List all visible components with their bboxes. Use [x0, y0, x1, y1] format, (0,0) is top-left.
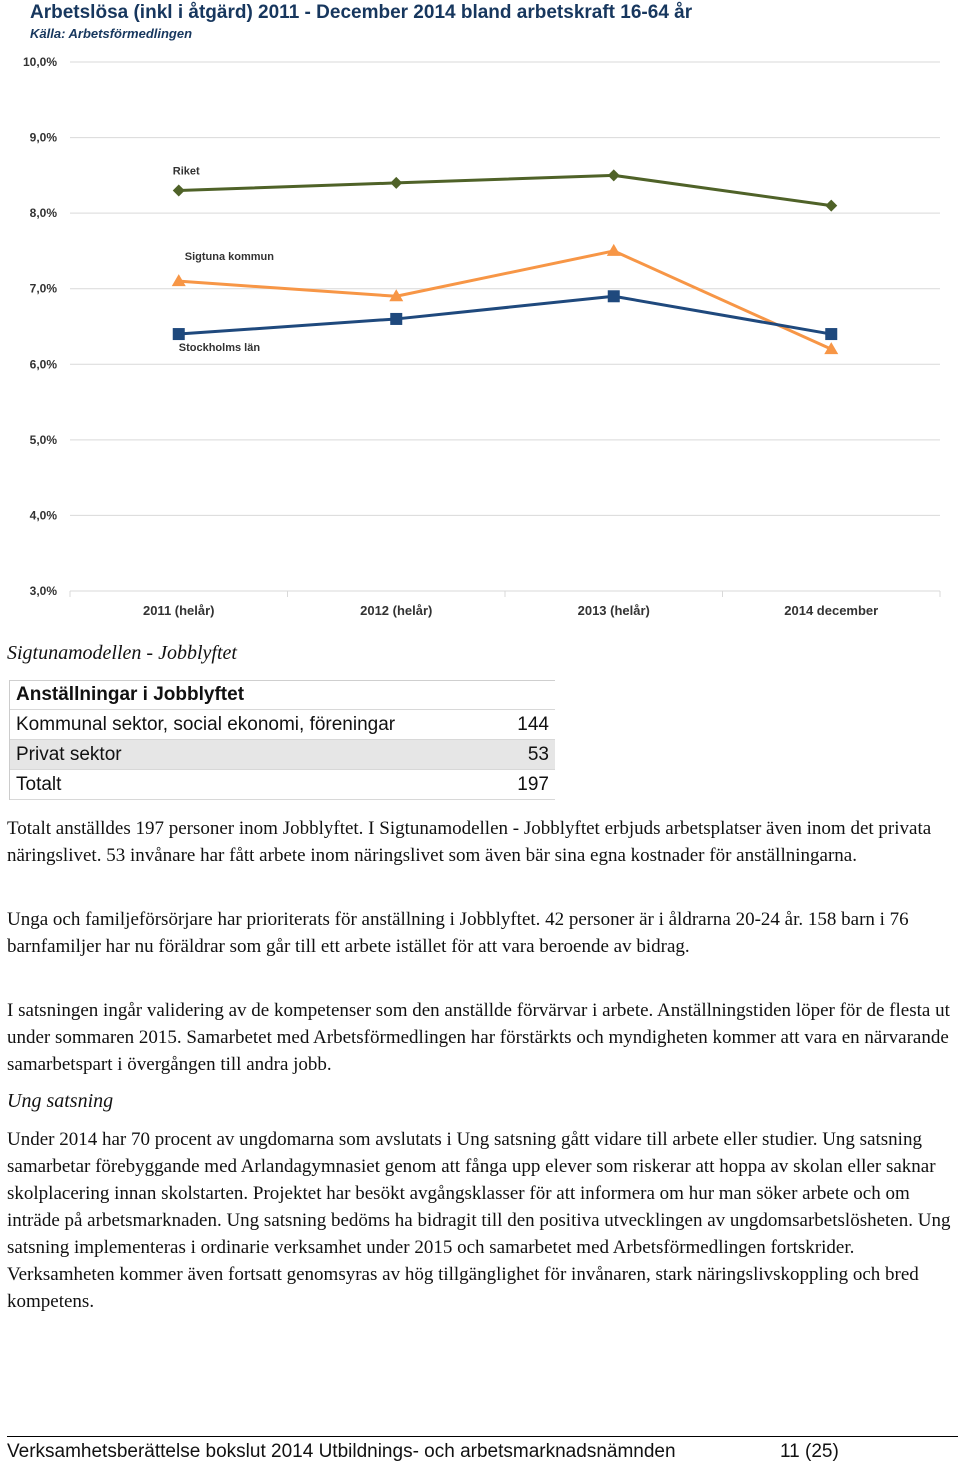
paragraph-2: Unga och familjeförsörjare har prioriterats för anställning i Jobblyftet. 42 personer är i åldrarna 20-24 år. 158 barn i 76 barnfamiljer har nu föräldrar som går till ett arbete istället för att vara beroende av bidrag. [7, 909, 909, 957]
data-point-diamond [390, 177, 402, 189]
table-row [10, 740, 555, 770]
data-point-square [390, 313, 402, 325]
paragraph-1: Totalt anställdes 197 personer inom Jobblyftet. I Sigtunamodellen - Jobblyftet erbjuds arbetsplatser även inom det privata näringslivet. 53 invånare har fått arbete inom näringslivet som även bär sina egna kostnader för anställningarna. [7, 818, 932, 866]
data-point-square [608, 290, 620, 302]
row-value: 144 [517, 713, 549, 735]
y-tick-label: 9,0% [29, 130, 57, 145]
y-tick-label: 7,0% [29, 281, 57, 296]
series-line [179, 296, 832, 334]
y-tick-label: 4,0% [29, 508, 57, 523]
footer-rule [7, 1436, 958, 1437]
employment-table [9, 680, 555, 800]
chart-svg [0, 0, 960, 625]
paragraph-3: I satsningen ingår validering av de kompetenser som den anställde förvärvar i arbete. Anställningstiden löper för de flesta ut under sommaren 2015. Samarbetet med Arbetsförmedlingen har förstärkts och myndigheten kommer att vara en närvarande samarbetspart i övergången till andra jobb. [7, 1000, 950, 1075]
y-tick-label: 3,0% [29, 584, 57, 598]
chart-title: Arbetslösa (inkl i åtgärd) 2011 - December 2014 bland arbetskraft 16-64 år [30, 2, 693, 23]
unemployment-chart [0, 0, 960, 625]
section-heading-jobblyftet: Sigtunamodellen - Jobblyftet [7, 642, 237, 664]
row-value: 53 [527, 743, 549, 765]
page-number: 11 (25) [780, 1441, 839, 1462]
y-tick-label: 8,0% [29, 206, 57, 221]
data-point-diamond [173, 184, 185, 196]
y-tick-label: 6,0% [29, 357, 57, 372]
table-title: Anställningar i Jobblyftet [16, 684, 245, 705]
x-tick-label: 2013 (helår) [577, 603, 650, 618]
row-value: 197 [517, 773, 549, 795]
series-label: Sigtuna kommun [184, 251, 274, 264]
x-tick-label: 2014 december [784, 603, 879, 618]
x-tick-label: 2011 (helår) [142, 603, 215, 618]
chart-source: Källa: Arbetsförmedlingen [30, 26, 193, 41]
section-heading-ung-satsning: Ung satsning [7, 1090, 114, 1112]
table-row [10, 770, 555, 800]
y-tick-label: 5,0% [29, 432, 57, 447]
row-label: Kommunal sektor, social ekonomi, föreningar [16, 713, 396, 735]
series-line [179, 251, 832, 349]
footer-text: Verksamhetsberättelse bokslut 2014 Utbildnings- och arbetsmarknadsnämnden [7, 1441, 676, 1462]
row-label: Totalt [16, 773, 62, 795]
data-point-diamond [608, 169, 620, 181]
y-tick-label: 10,0% [22, 55, 57, 69]
data-point-square [825, 328, 837, 340]
series-label: Riket [172, 165, 200, 178]
data-point-diamond [825, 200, 837, 212]
table-title-row [10, 680, 555, 710]
series-label: Stockholms län [178, 342, 261, 355]
table-row [10, 710, 555, 740]
data-point-square [173, 328, 185, 340]
series-line [179, 175, 832, 205]
row-label: Privat sektor [16, 743, 122, 765]
data-point-triangle [607, 244, 621, 256]
page-footer [7, 1441, 839, 1463]
paragraph-4: Under 2014 har 70 procent av ungdomarna som avslutats i Ung satsning gått vidare till arbete eller studier. Ung satsning samarbetar förebyggande med Arlandagymnasiet genom att fånga upp elever som riskerar att hoppa av skolan eller saknar skolplacering innan skolstarten. Projektet har besökt avgångsklasser för att informera om hur man söker arbete och om inträde på arbetsmarknaden. Ung satsning bedöms ha bidragit till den positiva utvecklingen av ungdomsarbetslösheten. Ung satsning implementeras i ordinarie verksamhet under 2015 och samarbetet med Arbetsförmedlingen fortskrider. Verksamheten kommer även fortsatt genomsyras av hög tillgänglighet för invånaren, stark näringslivskoppling och bred kompetens. [7, 1129, 951, 1312]
x-tick-label: 2012 (helår) [360, 603, 433, 618]
